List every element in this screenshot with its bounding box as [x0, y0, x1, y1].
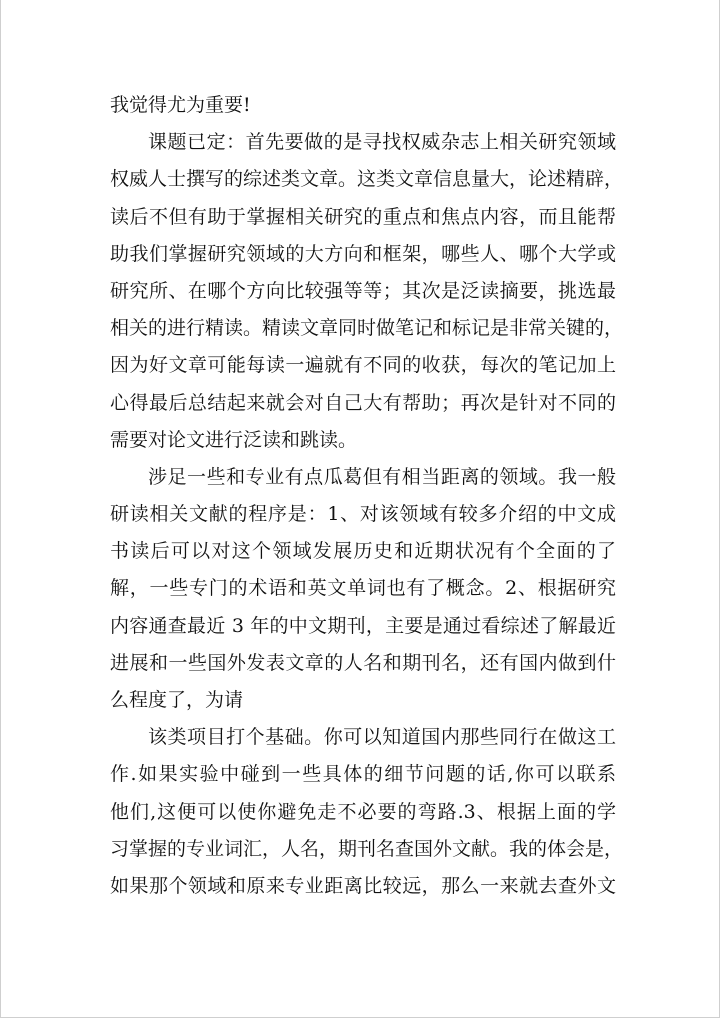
- text-line: 进展和一些国外发表文章的人名和期刊名，还有国内做到什: [110, 651, 616, 674]
- text-line: 么程度了，为请: [110, 689, 244, 711]
- text-line: 心得最后总结起来就会对自己大有帮助；再次是针对不同的: [110, 391, 616, 414]
- text-line: 课题已定：首先要做的是寻找权威杂志上相关研究领域: [148, 131, 616, 154]
- text-line: 解，一些专门的术语和英文单词也有了概念。2、根据研究: [110, 577, 616, 600]
- text-line: 因为好文章可能每读一遍就有不同的收获，每次的笔记加上: [110, 354, 616, 377]
- text-line: 权威人士撰写的综述类文章。这类文章信息量大，论述精辟，: [110, 168, 624, 191]
- text-line: 我觉得尤为重要!: [110, 94, 251, 116]
- text-line: 需要对论文进行泛读和跳读。: [110, 428, 358, 451]
- text-line: 他们,这便可以使你避免走不必要的弯路.3、根据上面的学: [110, 800, 616, 823]
- text-line: 习掌握的专业词汇，人名，期刊名查国外文献。我的体会是，: [110, 837, 624, 860]
- document-body: [110, 87, 624, 905]
- text-line: 相关的进行精读。精读文章同时做笔记和标记是非常关键的，: [110, 317, 624, 340]
- text-line: 研读相关文献的程序是：1、对该领域有较多介绍的中文成: [110, 503, 616, 526]
- text-line: 该类项目打个基础。你可以知道国内那些同行在做这工: [148, 726, 616, 749]
- text-line: 读后不但有助于掌握相关研究的重点和焦点内容，而且能帮: [110, 205, 616, 228]
- text-line: 涉足一些和专业有点瓜葛但有相当距离的领域。我一般: [148, 465, 616, 488]
- text-line: 内容通查最近 3 年的中文期刊，主要是通过看综述了解最近: [110, 614, 616, 637]
- text-line: 研究所、在哪个方向比较强等等；其次是泛读摘要，挑选最: [110, 279, 616, 302]
- text-line: 助我们掌握研究领域的大方向和框架，哪些人、哪个大学或: [110, 242, 616, 265]
- text-line: 作.如果实验中碰到一些具体的细节问题的话,你可以联系: [110, 763, 616, 786]
- text-line: 如果那个领域和原来专业距离比较远，那么一来就去查外文: [110, 874, 616, 897]
- text-line: 书读后可以对这个领域发展历史和近期状况有个全面的了: [110, 540, 616, 563]
